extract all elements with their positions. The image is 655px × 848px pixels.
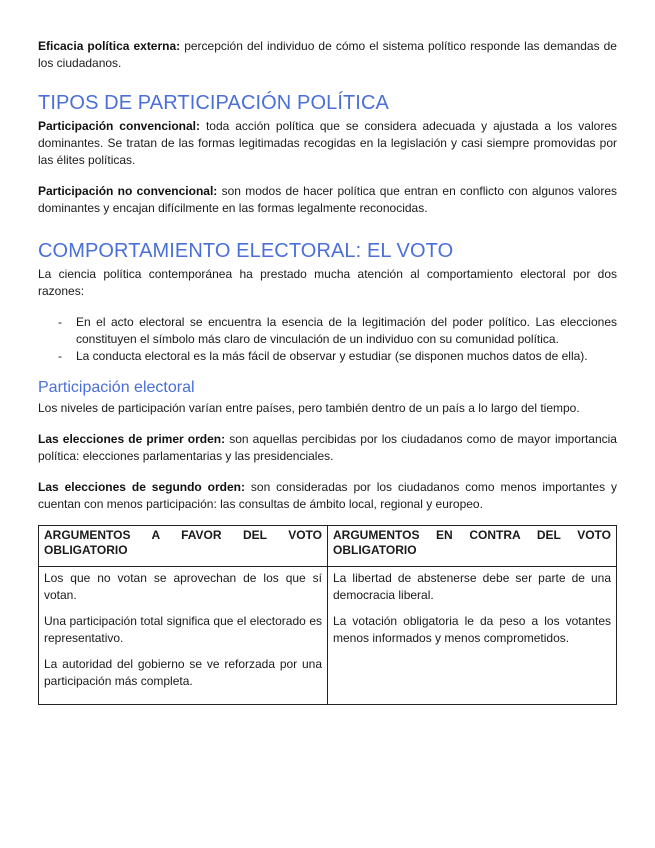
list-item-text: En el acto electoral se encuentra la esencia de la legitimación del poder político. Las elecciones constituyen el símbolo más claro de vinculación de un individuo con su comunidad política. [76,315,617,346]
contra-cell [328,567,617,705]
header-favor: ARGUMENTOS A FAVOR DEL VOTO OBLIGATORIO [39,526,328,567]
favor-item: Una participación total significa que el electorado es representativo. [44,614,322,645]
contra-item: La libertad de abstenerse debe ser parte de una democracia liberal. [333,571,611,602]
intro-term: Eficacia política externa: [38,39,181,53]
intro-paragraph [38,38,617,72]
list-item [38,348,617,365]
dash-marker: - [58,315,62,329]
favor-item: Los que no votan se aprovechan de los que sí votan. [44,571,322,602]
niveles-paragraph: Los niveles de participación varían entre países, pero también dentro de un país a lo largo del tiempo. [38,401,580,415]
no-convencional-text: son modos de hacer política que entran en conflicto con algunos valores dominantes y encajan difícilmente en las formas legalmente reconocidas. [38,184,617,215]
favor-cell [39,567,328,705]
header-contra: ARGUMENTOS EN CONTRA DEL VOTO OBLIGATORIO [328,526,617,567]
segundo-orden-paragraph [38,479,617,513]
heading-voto: COMPORTAMIENTO ELECTORAL: EL VOTO [38,240,454,262]
convencional-paragraph [38,118,617,169]
favor-item: La autoridad del gobierno se ve reforzada por una participación más completa. [44,657,322,688]
segundo-orden-term: Las elecciones de segundo orden: [38,480,246,494]
heading-participacion: Participación electoral [38,379,195,396]
primer-orden-paragraph [38,431,617,465]
heading-tipos: TIPOS DE PARTICIPACIÓN POLÍTICA [38,92,389,114]
convencional-text: toda acción política que se considera adecuada y ajustada a los valores dominantes. Se tratan de las formas legitimadas recogidas en la legislación y casi siempre promovidas por las élites políticas. [38,119,617,167]
primer-orden-text: son aquellas percibidas por los ciudadanos como de mayor importancia política: elecciones parlamentarias y las presidenciales. [38,432,617,463]
list-item [38,314,617,348]
voto-reasons-list [38,314,617,365]
no-convencional-paragraph [38,183,617,217]
convencional-term: Participación convencional: [38,119,200,133]
list-item-text: La conducta electoral es la más fácil de observar y estudiar (se disponen muchos datos de ella). [76,349,588,363]
table-row [39,567,617,705]
arguments-table [38,525,617,705]
voto-intro-paragraph: La ciencia política contemporánea ha prestado mucha atención al comportamiento electoral por dos razones: [38,267,617,298]
dash-marker: - [58,349,62,363]
primer-orden-term: Las elecciones de primer orden: [38,432,226,446]
intro-text: percepción del individuo de cómo el sistema político responde las demandas de los ciudadanos. [38,39,617,70]
segundo-orden-text: son consideradas por los ciudadanos como menos importantes y cuentan con menos participación: las consultas de ámbito local, regional y europeo. [38,480,618,511]
no-convencional-term: Participación no convencional: [38,184,218,198]
table-header-row [39,526,617,567]
contra-item: La votación obligatoria le da peso a los votantes menos informados y menos comprometidos. [333,614,611,645]
